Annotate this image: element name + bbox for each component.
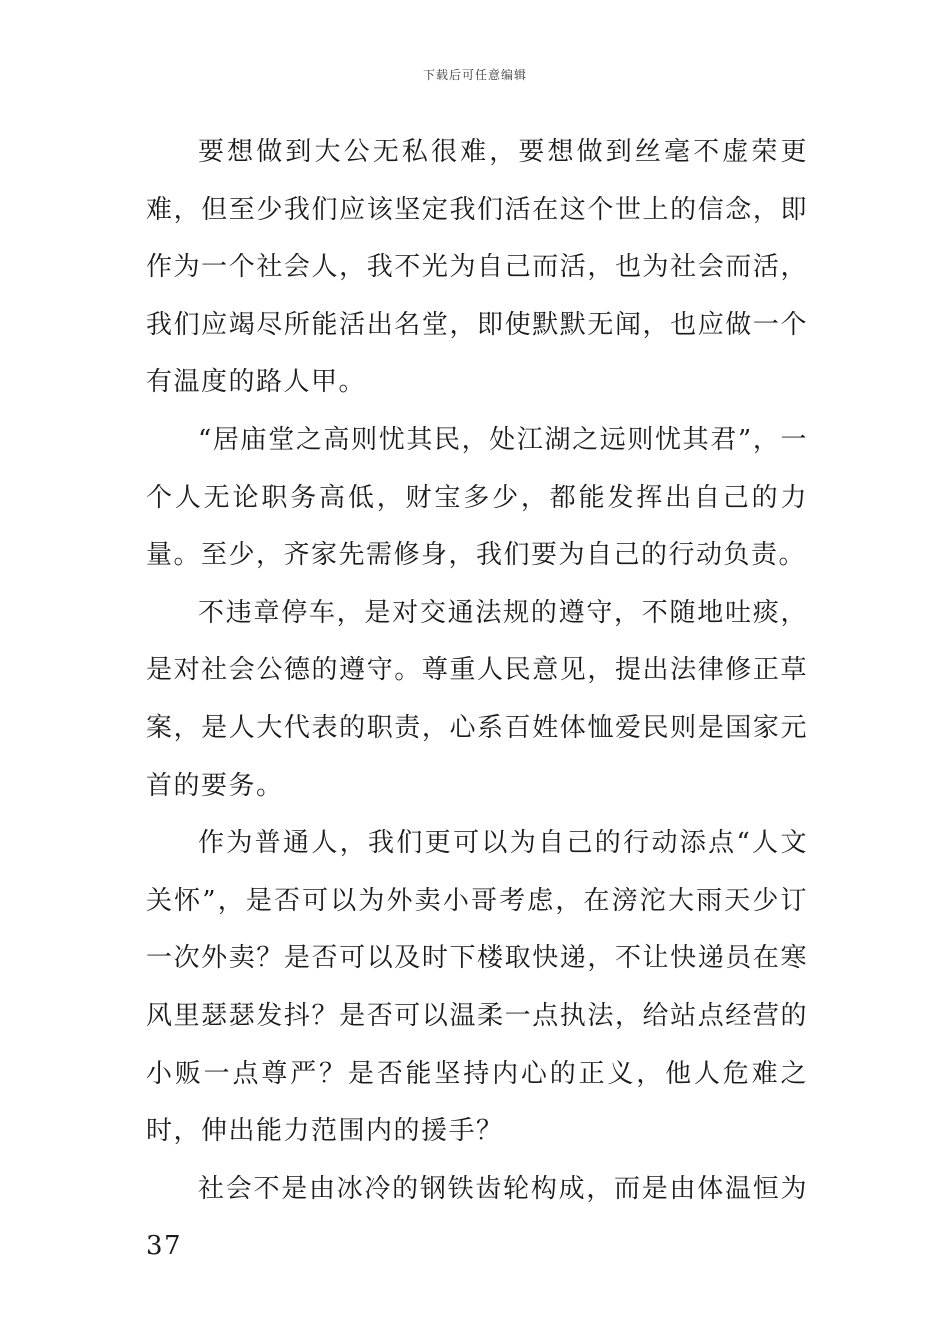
document-body [146, 124, 808, 1276]
paragraph: 不违章停车，是对交通法规的遵守，不随地吐痰，是对社会公德的遵守。尊重人民意见，提出法律修正草案，是人大代表的职责，心系百姓体恤爱民则是国家元首的要务。 [146, 597, 808, 801]
paragraph: 社会不是由冰冷的钢铁齿轮构成，而是由体温恒为37 [146, 1173, 808, 1262]
paragraph: “居庙堂之高则忧其民，处江湖之远则忧其君”，一个人无论职务高低，财宝多少，都能发挥出自己的力量。至少，齐家先需修身，我们要为自己的行动负责。 [146, 424, 808, 571]
paragraph: 要想做到大公无私很难，要想做到丝毫不虚荣更难，但至少我们应该坚定我们活在这个世上的信念，即作为一个社会人，我不光为自己而活，也为社会而活，我们应竭尽所能活出名堂，即使默默无闻，也应做一个有温度的路人甲。 [146, 137, 808, 398]
page-header: 下载后可任意编辑 [422, 68, 527, 82]
paragraph: 作为普通人，我们更可以为自己的行动添点“人文关怀”，是否可以为外卖小哥考虑，在滂沱大雨天少订一次外卖？是否可以及时下楼取快递，不让快递员在寒风里瑟瑟发抖？是否可以温柔一点执法，给站点经营的小贩一点尊严？是否能坚持内心的正义，他人危难之时，伸出能力范围内的援手？ [146, 828, 808, 1147]
